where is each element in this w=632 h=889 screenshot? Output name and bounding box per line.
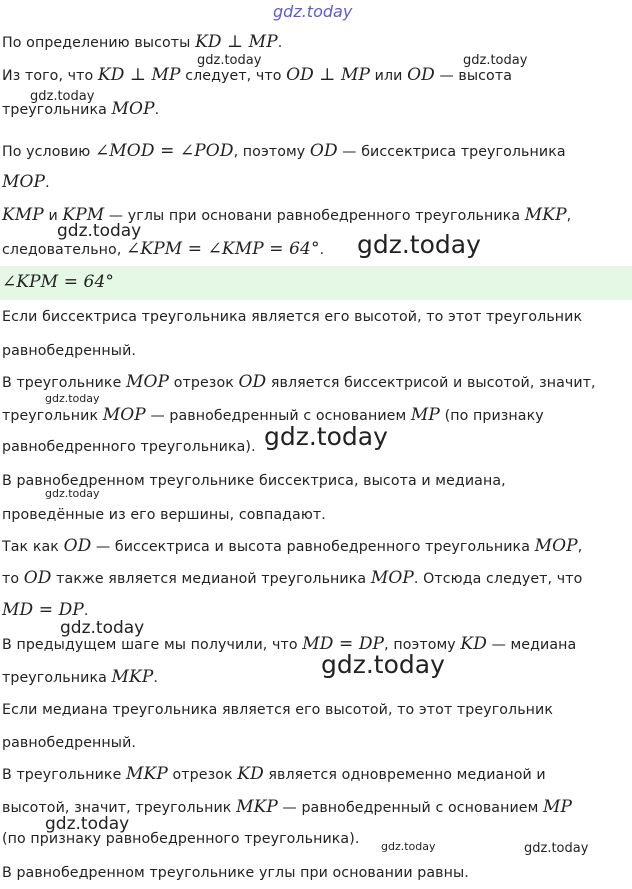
text: — равнобедренный с основанием <box>277 800 544 816</box>
watermark: gdz.today <box>60 618 145 638</box>
text-line <box>2 667 158 688</box>
text: то <box>2 571 24 587</box>
math: MOP <box>2 172 46 192</box>
watermark: gdz.today <box>45 487 100 500</box>
text: отрезок <box>169 375 239 391</box>
watermark: gdz.today <box>463 53 528 68</box>
text: . <box>153 670 159 686</box>
text-line <box>2 863 469 883</box>
math: MKP <box>126 764 168 784</box>
text-line <box>2 568 582 589</box>
text: также является медианой треугольника <box>51 571 371 587</box>
text-line <box>2 172 50 193</box>
watermark: gdz.today <box>45 392 100 405</box>
math: MOP <box>370 568 414 588</box>
text: — медиана <box>486 637 577 653</box>
text: . <box>154 102 160 118</box>
math: MD = DP <box>2 600 84 620</box>
text: является биссектрисой и высотой, значит, <box>266 375 596 391</box>
text-line <box>2 437 256 457</box>
math: ∠KPM = ∠KMP = 64° <box>126 239 320 259</box>
math: MOP <box>534 536 578 556</box>
text: В равнобедренном треугольнике биссектриса, высота и медиана, <box>2 473 506 489</box>
text: треугольник <box>2 408 103 424</box>
math: KMP <box>2 205 44 225</box>
text: Так как <box>2 539 64 555</box>
text: или <box>370 68 408 84</box>
watermark: gdz.today <box>264 422 388 451</box>
text-line <box>2 733 136 753</box>
watermark: gdz.today <box>197 53 262 68</box>
answer-math: ∠KPM = 64° <box>2 272 114 292</box>
math: MOP <box>111 99 155 119</box>
text-line <box>2 307 582 327</box>
text: равнобедренный. <box>2 735 137 751</box>
math: MD = DP <box>302 634 385 654</box>
text: (по признаку равнобедренного треугольника). <box>2 831 360 847</box>
text: . <box>45 175 50 191</box>
text: . Отсюда следует, что <box>413 571 583 587</box>
text: . <box>319 242 325 258</box>
text: треугольника <box>2 102 112 118</box>
text: , <box>577 539 583 555</box>
text: равнобедренного треугольника). <box>2 439 256 455</box>
math: OD ⊥ MP <box>286 65 371 85</box>
text: следует, что <box>180 68 287 84</box>
text: — равнобедренный с основанием <box>145 408 411 424</box>
text: — биссектриса и высота равнобедренного треугольника <box>91 539 535 555</box>
math: MP <box>543 797 573 817</box>
text: По определению высоты <box>2 35 196 51</box>
math: MKP <box>524 205 567 225</box>
math: ∠MOD = ∠POD <box>94 141 234 161</box>
text-line <box>2 239 324 260</box>
math: MKP <box>236 797 278 817</box>
text: следовательно, <box>2 242 127 258</box>
text: В равнобедренном треугольнике углы при основании равны. <box>2 865 469 881</box>
text: равнобедренный. <box>2 343 137 359</box>
text: и <box>43 208 63 224</box>
text-line <box>2 536 582 557</box>
watermark: gdz.today <box>30 89 95 104</box>
text: — биссектриса треугольника <box>337 144 566 160</box>
math: MOP <box>126 372 170 392</box>
math: KD <box>460 634 487 654</box>
text: проведённые из его вершины, совпадают. <box>2 507 326 523</box>
text-line <box>2 764 546 785</box>
math: KPM <box>62 205 105 225</box>
text: — углы при основани равнобедренного треугольника <box>104 208 525 224</box>
watermark: gdz.today <box>524 841 589 856</box>
math: MKP <box>111 667 154 687</box>
watermark: gdz.today <box>381 840 436 853</box>
watermark: gdz.today <box>45 814 130 834</box>
text: В предыдущем шаге мы получили, что <box>2 637 303 653</box>
text: треугольника <box>2 670 112 686</box>
math: KD ⊥ MP <box>195 32 278 52</box>
watermark: gdz.today <box>57 221 142 241</box>
text-line <box>2 700 553 720</box>
text-line <box>2 32 282 53</box>
math: OD <box>23 568 52 588</box>
math: OD <box>238 372 267 392</box>
text: В треугольнике <box>2 375 127 391</box>
math: OD <box>309 141 338 161</box>
answer-line <box>2 272 114 293</box>
text-line <box>2 65 512 86</box>
text: является одновременно медианой и <box>263 767 546 783</box>
text: По условию <box>2 144 95 160</box>
math: OD <box>63 536 92 556</box>
text-line <box>2 505 326 525</box>
text: . <box>83 603 89 619</box>
text: Если биссектриса треугольника является его высотой, то этот треугольник <box>2 309 583 325</box>
text-line <box>2 141 566 162</box>
text: . <box>277 35 283 51</box>
math: KD <box>237 764 264 784</box>
text: отрезок <box>167 767 238 783</box>
text: , поэтому <box>233 144 310 160</box>
text: Из того, что <box>2 68 98 84</box>
text: высотой, значит, треугольник <box>2 800 237 816</box>
text: — высота <box>434 68 512 84</box>
text-line <box>2 341 136 361</box>
watermark-top: gdz.today <box>273 2 353 21</box>
watermark: gdz.today <box>357 230 481 259</box>
math: OD <box>407 65 435 85</box>
text: , <box>566 208 572 224</box>
math: KD ⊥ MP <box>97 65 181 85</box>
text: В треугольнике <box>2 767 127 783</box>
watermark: gdz.today <box>321 650 445 679</box>
text-line <box>2 372 596 393</box>
text: Если медиана треугольника является его высотой, то этот треугольник <box>2 702 554 718</box>
text: , поэтому <box>384 637 461 653</box>
math: MOP <box>102 405 146 425</box>
text: (по признаку <box>439 408 544 424</box>
math: MP <box>410 405 440 425</box>
